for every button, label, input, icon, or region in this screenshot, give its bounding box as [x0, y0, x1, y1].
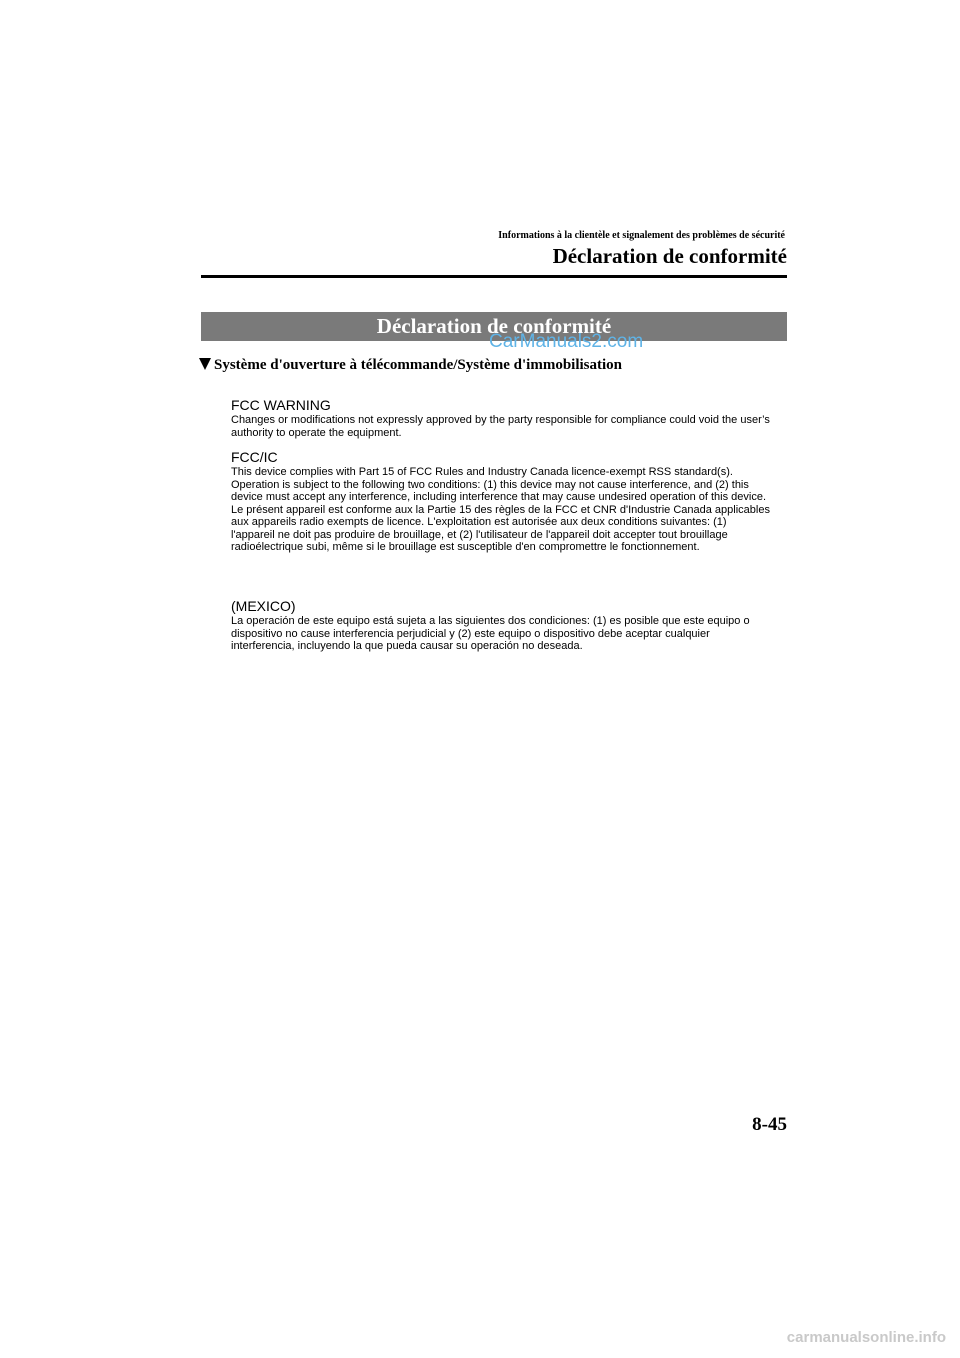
subsection-heading	[199, 357, 622, 374]
subsection-title: Système d'ouverture à télécommande/Système d'immobilisation	[214, 357, 623, 373]
fcc-ic-notice	[231, 450, 771, 554]
section-banner-title: Déclaration de conformité	[376, 314, 612, 338]
fcc-ic-paragraph-en: This device complies with Part 15 of FCC Rules and Industry Canada licence-exempt RSS standard(s). Operation is subject to the following two conditions: (1) this device may not cause interference, and (2) this device must accept any interference, including interference that may cause undesired operation of this device.	[231, 466, 767, 503]
fcc-warning-notice	[231, 398, 771, 439]
fcc-ic-paragraph-fr: Le présent appareil est conforme aux la Partie 15 des règles de la FCC et CNR d'Industrie Canada applicables aux appareils radio exempts de licence. L'exploitation est autorisée aux deux conditions suivantes: (1) l'appareil ne doit pas produire de brouillage, et (2) l'utilisateur de l'appareil doit accepter tout brouillage radioélectrique subi, même si le brouillage est susceptible d'en compromettre le fonctionnement.	[231, 503, 770, 553]
mexico-title: (MEXICO)	[231, 598, 296, 614]
fcc-warning-paragraph: Changes or modifications not expressly approved by the party responsible for compliance could void the user’s authority to operate the equipment.	[231, 414, 770, 439]
footer-watermark: carmanualsonline.info	[786, 1329, 946, 1346]
page-number: 8-45	[752, 1114, 787, 1135]
fcc-ic-body	[231, 466, 771, 554]
watermark-text: CarManuals2.com	[489, 331, 644, 352]
fcc-warning-body	[231, 414, 771, 439]
fcc-ic-title: FCC/IC	[231, 449, 278, 465]
mexico-paragraph: La operación de este equipo está sujeta a las siguientes dos condiciones: (1) es posible que este equipo o dispositivo no cause interferencia perjudicial y (2) este equipo o dispositivo debe aceptar cualquier interferencia, incluyendo la que pueda causar su operación no deseada.	[231, 615, 750, 652]
running-header-title: Déclaration de conformité	[552, 244, 787, 268]
running-header-section: Informations à la clientèle et signalement des problèmes de sécurité	[498, 230, 785, 241]
fcc-warning-title: FCC WARNING	[231, 397, 331, 413]
header-divider	[201, 275, 787, 278]
mexico-notice	[231, 599, 771, 653]
triangle-down-icon	[199, 358, 211, 370]
mexico-body	[231, 615, 771, 653]
